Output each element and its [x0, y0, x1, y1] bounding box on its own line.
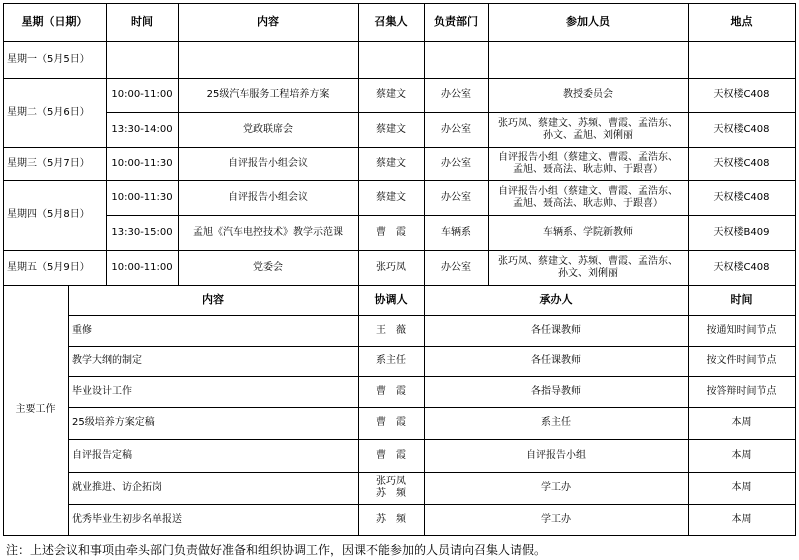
meeting-content: 25级汽车服务工程培养方案	[206, 89, 330, 100]
meeting-content: 自评报告小组会议	[228, 157, 308, 169]
work-undertaker: 各任课教师	[531, 324, 581, 336]
work-content: 优秀毕业生初步名单报送	[72, 513, 182, 525]
meeting-convener: 曹 霞	[376, 226, 406, 238]
work-time: 本周	[731, 417, 752, 428]
work-undertaker: 学工办	[541, 513, 571, 525]
meeting-time: 10:00-11:30	[111, 157, 173, 169]
work-header-content: 内容	[202, 293, 224, 306]
work-time: 本周	[731, 482, 752, 493]
meeting-location: 天权楼C408	[713, 89, 770, 100]
meeting-department: 办公室	[441, 157, 471, 169]
header-department: 负责部门	[434, 15, 478, 28]
header-location: 地点	[730, 15, 753, 28]
meeting-time: 10:00-11:00	[111, 261, 173, 273]
meeting-time: 10:00-11:30	[111, 191, 173, 203]
work-header-undertaker: 承办人	[539, 293, 573, 306]
work-time: 按通知时间节点	[706, 324, 777, 336]
work-content: 25级培养方案定稿	[72, 417, 155, 428]
work-coordinator: 系主任	[376, 355, 406, 366]
participants-line: 张巧凤、蔡建文、苏频、曹霞、孟浩东、	[498, 117, 678, 129]
footnote: 注：上述会议和事项由牵头部门负责做好准备和组织协调工作，因课不能参加的人员请向召集人请假。	[6, 543, 547, 557]
work-coordinator: 曹 霞	[376, 417, 406, 428]
participants-line: 孟旭、聂高法、耿志帅、于跟喜）	[513, 163, 663, 175]
work-coordinator: 王 薇	[376, 324, 406, 336]
meeting-department: 办公室	[441, 123, 471, 135]
meeting-department: 办公室	[441, 191, 471, 203]
meeting-content: 孟旭《汽车电控技术》教学示范课	[193, 226, 343, 238]
work-undertaker: 系主任	[541, 417, 571, 428]
header-convener: 召集人	[374, 15, 408, 28]
work-undertaker: 自评报告小组	[526, 449, 586, 461]
work-header-time: 时间	[730, 293, 753, 306]
meeting-location: 天权楼C408	[713, 191, 770, 203]
meeting-content: 自评报告小组会议	[228, 191, 308, 203]
header-weekday: 星期（日期）	[21, 15, 88, 28]
meeting-content: 党委会	[253, 261, 283, 273]
meeting-participants	[488, 250, 688, 285]
meeting-participants: 教授委员会	[563, 89, 613, 100]
work-content: 毕业设计工作	[72, 385, 132, 397]
meeting-content: 党政联席会	[243, 123, 293, 135]
meeting-convener: 蔡建文	[376, 123, 406, 135]
work-undertaker: 各任课教师	[531, 355, 581, 366]
header-content: 内容	[257, 15, 279, 28]
work-content: 自评报告定稿	[72, 449, 132, 461]
work-time: 按答辩时间节点	[706, 385, 777, 397]
participants-line: 自评报告小组（蔡建文、曹霞、孟浩东、	[498, 151, 678, 163]
meeting-participants	[488, 112, 688, 147]
day-friday: 星期五（5月9日）	[7, 261, 90, 273]
header-participants: 参加人员	[566, 15, 610, 28]
meeting-location: 天权楼C408	[713, 123, 770, 135]
coordinator-line: 张巧凤	[376, 476, 406, 487]
work-content: 就业推进、访企拓岗	[72, 482, 162, 493]
work-undertaker: 各指导教师	[531, 385, 581, 397]
work-section-label: 主要工作	[15, 404, 56, 415]
meeting-location: 天权楼C408	[713, 261, 770, 273]
meeting-location: 天权楼C408	[713, 157, 770, 169]
schedule-table	[3, 3, 796, 536]
meeting-time: 10:00-11:00	[111, 89, 173, 100]
meeting-department: 办公室	[441, 89, 471, 100]
day-tuesday: 星期二（5月6日）	[7, 106, 90, 118]
participants-line: 张巧凤、蔡建文、苏频、曹霞、孟浩东、	[498, 255, 678, 267]
participants-line: 孙文、孟旭、刘俐丽	[543, 129, 633, 141]
meeting-participants: 车辆系、学院新教师	[543, 226, 633, 238]
coordinator-line: 苏 频	[376, 488, 406, 499]
meeting-participants	[488, 180, 688, 215]
participants-line: 孟旭、聂高法、耿志帅、于跟喜）	[513, 197, 663, 209]
meeting-location: 天权楼B409	[713, 226, 770, 238]
participants-line: 自评报告小组（蔡建文、曹霞、孟浩东、	[498, 185, 678, 197]
meeting-convener: 蔡建文	[376, 191, 406, 203]
work-time: 本周	[731, 513, 752, 525]
work-coordinator	[358, 472, 424, 504]
meeting-department: 办公室	[441, 261, 471, 273]
work-content: 重修	[72, 324, 92, 336]
work-content: 教学大纲的制定	[72, 355, 142, 366]
meeting-participants	[488, 147, 688, 180]
work-header-coordinator: 协调人	[374, 293, 408, 306]
work-time: 按文件时间节点	[706, 355, 777, 366]
meeting-time: 13:30-14:00	[111, 123, 173, 135]
day-wednesday: 星期三（5月7日）	[7, 157, 90, 169]
work-coordinator: 曹 霞	[376, 449, 406, 461]
day-monday: 星期一（5月5日）	[7, 53, 90, 65]
work-undertaker: 学工办	[541, 482, 571, 493]
work-coordinator: 曹 霞	[376, 385, 406, 397]
header-time: 时间	[131, 15, 153, 28]
meeting-department: 车辆系	[441, 226, 471, 238]
participants-line: 孙文、刘俐丽	[558, 267, 618, 279]
meeting-convener: 蔡建文	[376, 157, 406, 169]
day-thursday: 星期四（5月8日）	[7, 209, 90, 220]
work-coordinator: 苏 频	[376, 513, 406, 525]
meeting-time: 13:30-15:00	[111, 226, 173, 238]
meeting-convener: 张巧凤	[376, 261, 406, 273]
work-time: 本周	[731, 449, 752, 461]
meeting-convener: 蔡建文	[376, 89, 406, 100]
